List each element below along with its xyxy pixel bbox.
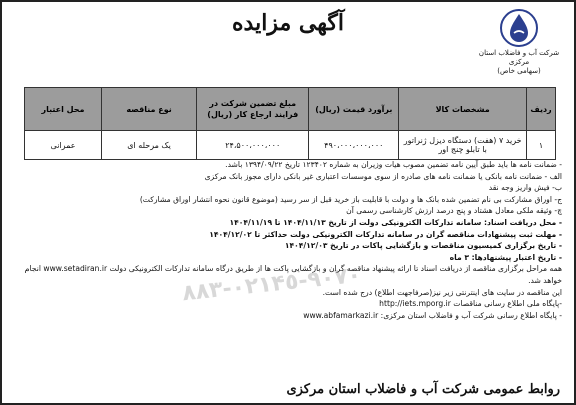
cell-kala: خرید ۷ (هفت) دستگاه دیزل ژنراتور با تابلو چنج اور (399, 131, 527, 160)
company-name: شرکت آب و فاضلاب استان مرکزی (478, 49, 560, 66)
body-line: - تاریخ اعتبار پیشنهادها: ۳ ماه (449, 252, 562, 262)
body-line: خواهد شد. (528, 275, 562, 285)
table-row (25, 131, 556, 160)
header-kala: مشخصات کالا (399, 88, 527, 131)
header-now: نوع مناقصه (102, 88, 197, 131)
body-line: الف - ضمانت نامه بانکی یا ضمانت نامه های صادره از سوی موسسات اعتباری غیر بانکی دارای مجوز بانک مرکزی (204, 171, 562, 181)
body-line: - پایگاه اطلاع رسانی شرکت آب و فاضلاب استان مرکزی: www.abfamarkazi.ir (303, 310, 562, 320)
header-mablagh: مبلغ تضمین شرکت در فرایند ارجاع کار (ریال) (197, 88, 309, 131)
header-mahal: محل اعتبار (25, 88, 102, 131)
cell-mablagh: ۲۴،۵۰۰،۰۰۰،۰۰۰ (197, 131, 309, 160)
cell-now: یک مرحله ای (102, 131, 197, 160)
header-radif: ردیف (527, 88, 556, 131)
tender-table (24, 87, 556, 160)
body-line: چ- وثیقه ملکی معادل هشتاد و پنج درصد ارزش کارشناسی رسمی آن (346, 206, 562, 216)
company-subtitle: (سهامی خاص) (497, 67, 541, 75)
cell-radif: ۱ (527, 131, 556, 160)
table-header-row (25, 88, 556, 131)
body-line: همه مراحل برگزاری مناقصه از دریافت اسناد تا ارائه پیشنهاد مناقصه گران و بازگشایی پاکت ها از طریق درگاه سامانه تدارکات الکترونیکی دولت www.setadiran.ir انجام (24, 264, 562, 274)
body-line: - مهلت ثبت پیشنهادات مناقصه گران در سامانه تدارکات الکترونیکی دولت حداکثر تا ۱۴۰۴/۱۲/۰۲ (209, 229, 562, 239)
body-line: ب- فیش واریز وجه نقد (488, 183, 562, 193)
watermark-phone: ٠٢١-٨٨٣۴٩٠٧٠-٥ (181, 262, 363, 307)
body-line: - محل دریافت اسناد: سامانه تدارکات الکترونیکی دولت از تاریخ ۱۴۰۴/۱۱/۱۳ تا ۱۴۰۴/۱۱/۱۹ (229, 217, 562, 227)
body-line: -پایگاه ملی اطلاع رسانی مناقصات http://iets.mporg.ir (379, 299, 562, 309)
body-line: ج- اوراق مشارکت بی نام تضمین شده بانک ها و دولت با قابلیت باز خرید قبل از سر رسید (موضوع قانون نحوه انتشار اوراق مشارکت) (139, 194, 562, 204)
footer-signature: روابط عمومی شرکت آب و فاضلاب استان مرکزی (286, 382, 560, 397)
header-baravord: برآورد قیمت (ریال) (309, 88, 399, 131)
body-line: این مناقصه در سایت های اینترنتی زیر نیز(صرفاجهت اطلاع) درج شده است. (322, 287, 562, 297)
cell-mahal: عمرانی (25, 131, 102, 160)
cell-baravord: ۴۹۰،۰۰۰،۰۰۰،۰۰۰ (309, 131, 399, 160)
ad-body (12, 159, 562, 321)
body-line: - تاریخ برگزاری کمیسیون مناقصات و بازگشایی پاکات در تاریخ ۱۴۰۴/۱۲/۰۳ (284, 241, 562, 251)
page-title: آگهی مزایده (232, 10, 344, 36)
body-line: - ضمانت نامه ها باید طبق آیین نامه تضمین مصوب هیات وزیران به شماره ۱۲۳۴۰۲ تاریخ ۱۳۹۴/۰۹/۲۲ باشد. (225, 160, 562, 169)
